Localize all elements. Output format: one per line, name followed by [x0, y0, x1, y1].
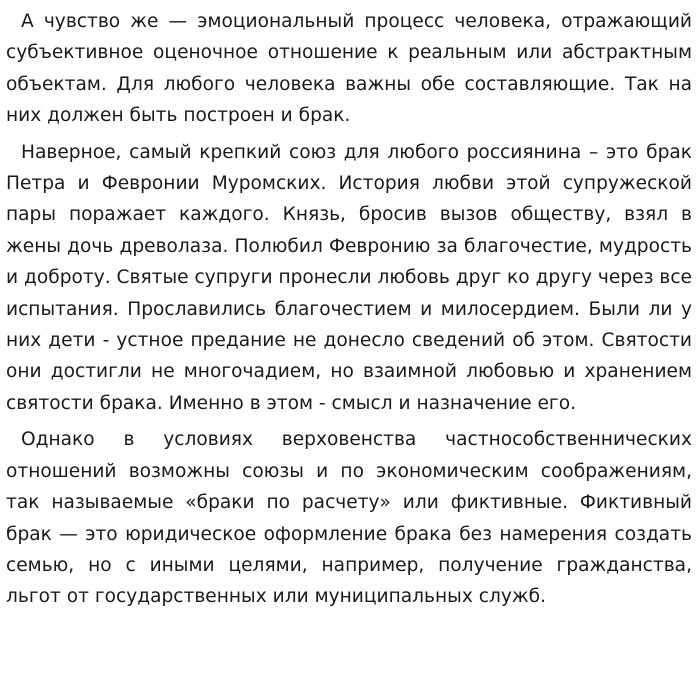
paragraph-peter-fevronia: Наверное, самый крепкий союз для любого россиянина – это брак Петра и Февронии Муромских. История любви этой супружеской пары поражает каждого. Князь, бросив вызов обществу, взял в жены дочь древолаза. Полюбил Февронию за благочестие, мудрость и доброту. Святые супруги пронесли любовь друг ко другу через все испытания. Прославились благочестием и милосердием. Были ли у них дети - устное предание не донесло сведений об этом. Святости они достигли не многочадием, но взаимной любовью и хранением святости брака. Именно в этом - смысл и назначение его.	[6, 141, 692, 414]
paragraph-feelings: А чувство же — эмоциональный процесс человека, отражающий субъективное оценочное отношение к реальным или абстрактным объектам. Для любого человека важны обе составляющие. Так на них должен быть построен и брак.	[6, 11, 692, 127]
paragraph-fictitious-marriage: Однако в условиях верховенства частнособственнических отношений возможны союзы и по экономическим соображениям, так называемые «браки по расчету» или фиктивные. Фиктивный брак — это юридическое оформление брака без намерения создать семью, но с иными целями, например, получение гражданства, льгот от государственных или муниципальных служб.	[6, 429, 692, 608]
document-body	[6, 6, 692, 613]
